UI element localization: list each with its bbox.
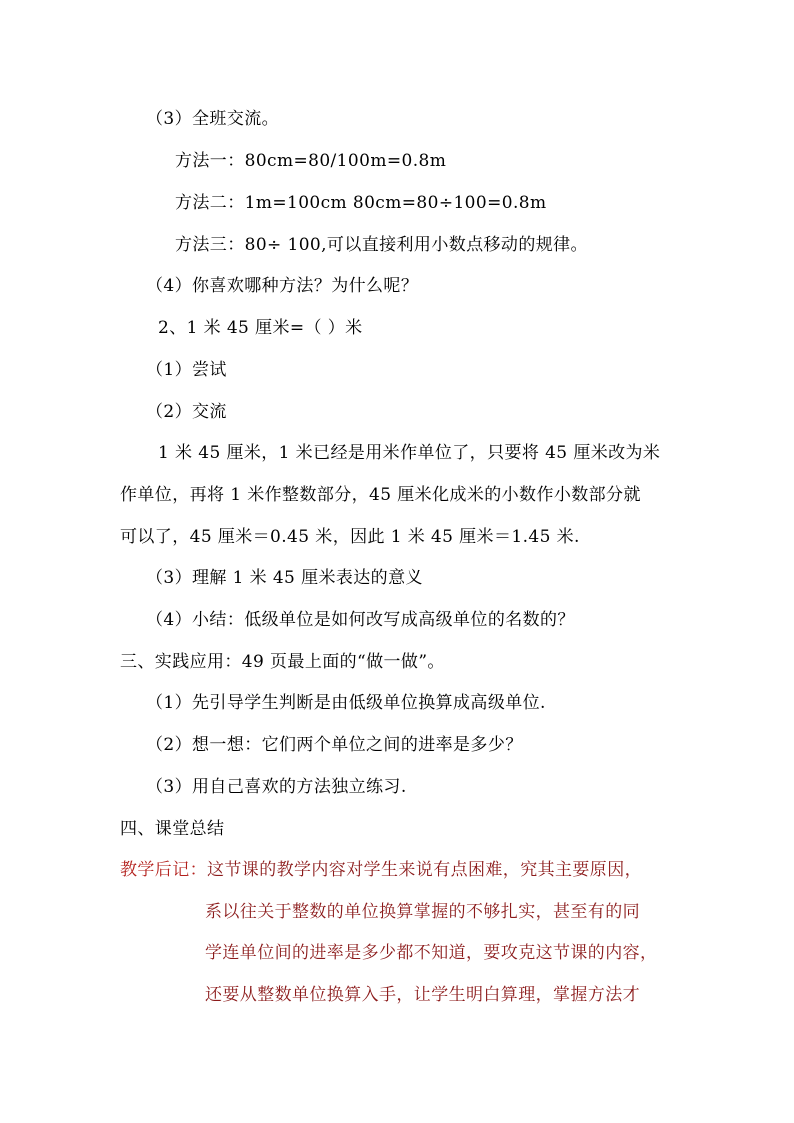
explanation-line-1: 1 米 45 厘米，1 米已经是用米作单位了，只要将 45 厘米改为米 <box>158 443 661 463</box>
method-two: 方法二：1m=100cm 80cm=80÷100=0.8m <box>175 193 547 213</box>
explanation-line-3: 可以了，45 厘米＝0.45 米，因此 1 米 45 厘米＝1.45 米. <box>120 527 580 547</box>
postscript-first-line <box>120 858 642 882</box>
explanation-line-2: 作单位，再将 1 米作整数部分，45 厘米化成米的小数作小数部分就 <box>120 485 641 505</box>
method-three: 方法三：80÷ 100,可以直接利用小数点移动的规律。 <box>175 235 588 255</box>
question-4: （4）你喜欢哪种方法？为什么呢？ <box>146 276 419 296</box>
step-understand: （3）理解 1 米 45 厘米表达的意义 <box>146 568 423 588</box>
step-summary: （4）小结：低级单位是如何改写成高级单位的名数的？ <box>146 610 575 630</box>
postscript-label: 教学后记： <box>120 860 207 880</box>
section-summary-heading: 四、课堂总结 <box>120 819 225 839</box>
postscript-text-3: 学连单位间的进率是多少都不知道，要攻克这节课的内容， <box>205 943 658 963</box>
postscript-text-2: 系以往关于整数的单位换算掌握的不够扎实，甚至有的同 <box>205 902 640 922</box>
practice-step-2: （2）想一想：它们两个单位之间的进率是多少？ <box>146 735 523 755</box>
step-try: （1）尝试 <box>146 360 227 380</box>
step-discuss: （2）交流 <box>146 402 227 422</box>
postscript-text-4: 还要从整数单位换算入手，让学生明白算理，掌握方法才 <box>205 985 640 1005</box>
exercise-2: 2、1 米 45 厘米=（ ）米 <box>158 318 363 338</box>
practice-step-1: （1）先引导学生判断是由低级单位换算成高级单位. <box>146 693 546 713</box>
section-3-heading: （3）全班交流。 <box>146 109 280 129</box>
method-one: 方法一：80cm=80/100m=0.8m <box>175 151 447 171</box>
practice-step-3: （3）用自己喜欢的方法独立练习. <box>146 777 407 797</box>
postscript-text-1: 这节课的教学内容对学生来说有点困难，究其主要原因， <box>207 860 642 880</box>
section-practice-heading: 三、实践应用：49 页最上面的“做一做”。 <box>120 652 445 672</box>
